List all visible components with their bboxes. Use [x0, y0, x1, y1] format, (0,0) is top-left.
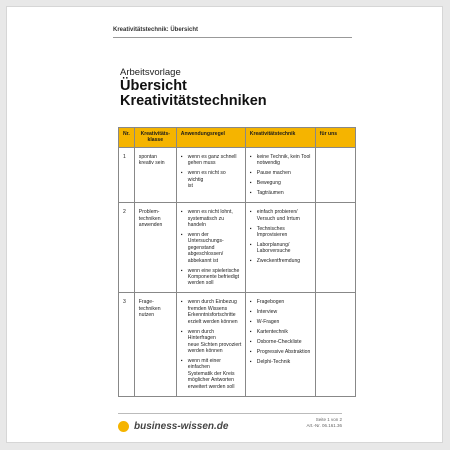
technique-item: ▪ Fragebogen [250, 299, 312, 305]
rule-list [181, 209, 242, 287]
row-klasse: Problem- techniken anwenden [134, 203, 176, 293]
technique-item: ▪ Tagträumen [250, 190, 312, 196]
overview-table [118, 127, 356, 397]
technique-item: ▪ Interview [250, 309, 312, 315]
logo-text: business-wissen.de [134, 421, 229, 432]
rule-item: ▪ wenn es ganz schnell gehen muss [181, 154, 242, 167]
header-klasse: Kreativitäts- klasse [134, 128, 176, 148]
row-techniken [245, 147, 315, 202]
technique-item: ▪ Technisches Improvisieren [250, 226, 312, 239]
page-number: Seite 1 von 2 [315, 417, 342, 422]
row-fuer-uns [315, 293, 355, 396]
rule-item: ▪ wenn durch Hinterfragen neue Sichten provoziert werden können [181, 329, 242, 355]
technique-item: ▪ Delphi-Technik [250, 359, 312, 365]
header-divider [113, 37, 352, 38]
rule-item: ▪ wenn es nicht lohnt, systematisch zu handeln [181, 209, 242, 228]
row-techniken [245, 203, 315, 293]
header-nr: Nr. [119, 128, 135, 148]
technique-item: ▪ einfach probieren/ Versuch und Irrtum [250, 209, 312, 222]
page-title [120, 79, 267, 109]
technique-item: ▪ Pause machen [250, 170, 312, 176]
rule-list [181, 299, 242, 389]
row-anwendungsregeln [176, 293, 245, 396]
brand-logo [118, 421, 228, 432]
row-fuer-uns [315, 203, 355, 293]
row-anwendungsregeln [176, 147, 245, 202]
footer-divider [118, 413, 342, 414]
table-row [119, 203, 356, 293]
title-line-2: Kreativitätstechniken [120, 93, 267, 109]
technique-item: ▪ W-Fragen [250, 319, 312, 325]
document-page [6, 6, 443, 443]
rule-item: ▪ wenn durch Einbezug fremden Wissens Erkenntnisfortschritte erzielt werden können [181, 299, 242, 325]
rule-item: ▪ wenn eine spielerische Komponente befriedigt werden soll [181, 268, 242, 287]
technique-item: ▪ Osborne-Checkliste [250, 339, 312, 345]
header-fuer-uns: für uns [315, 128, 355, 148]
table-row [119, 293, 356, 396]
article-number: Art.-Nr. 06.161.36 [306, 423, 342, 428]
header-anwendungsregel: Anwendungsregel [176, 128, 245, 148]
technique-list [250, 299, 312, 365]
technique-item: ▪ Zweckentfremdung [250, 258, 312, 264]
rule-item: ▪ wenn es nicht so wichtig ist [181, 170, 242, 189]
rule-list [181, 154, 242, 190]
logo-dot-icon [118, 421, 129, 432]
table-header-row [119, 128, 356, 148]
row-anwendungsregeln [176, 203, 245, 293]
technique-item: ▪ keine Technik, kein Tool notwendig [250, 154, 312, 167]
title-line-1: Übersicht [120, 78, 187, 94]
technique-list [250, 209, 312, 265]
technique-list [250, 154, 312, 197]
page-info [306, 417, 342, 429]
technique-item: ▪ Bewegung [250, 180, 312, 186]
header-kreativitaetstechnik: Kreativitätstechnik [245, 128, 315, 148]
running-header: Kreativitätstechnik: Übersicht [113, 27, 199, 33]
table-row [119, 147, 356, 202]
rule-item: ▪ wenn mit einer einfachen Systematik der Kreis möglicher Antworten erweitert werden soll [181, 358, 242, 390]
technique-item: ▪ Laborplanung/ Laborversuche [250, 242, 312, 255]
row-nr: 3 [119, 293, 135, 396]
technique-item: ▪ Kartentechnik [250, 329, 312, 335]
document-kicker: Arbeitsvorlage [120, 67, 181, 78]
row-nr: 2 [119, 203, 135, 293]
technique-item: ▪ Progressive Abstraktion [250, 349, 312, 355]
row-klasse: Frage- techniken nutzen [134, 293, 176, 396]
row-techniken [245, 293, 315, 396]
row-nr: 1 [119, 147, 135, 202]
row-fuer-uns [315, 147, 355, 202]
rule-item: ▪ wenn der Untersuchungs- gegenstand abgeschlossen/ abbekannt ist [181, 232, 242, 264]
row-klasse: spontan kreativ sein [134, 147, 176, 202]
